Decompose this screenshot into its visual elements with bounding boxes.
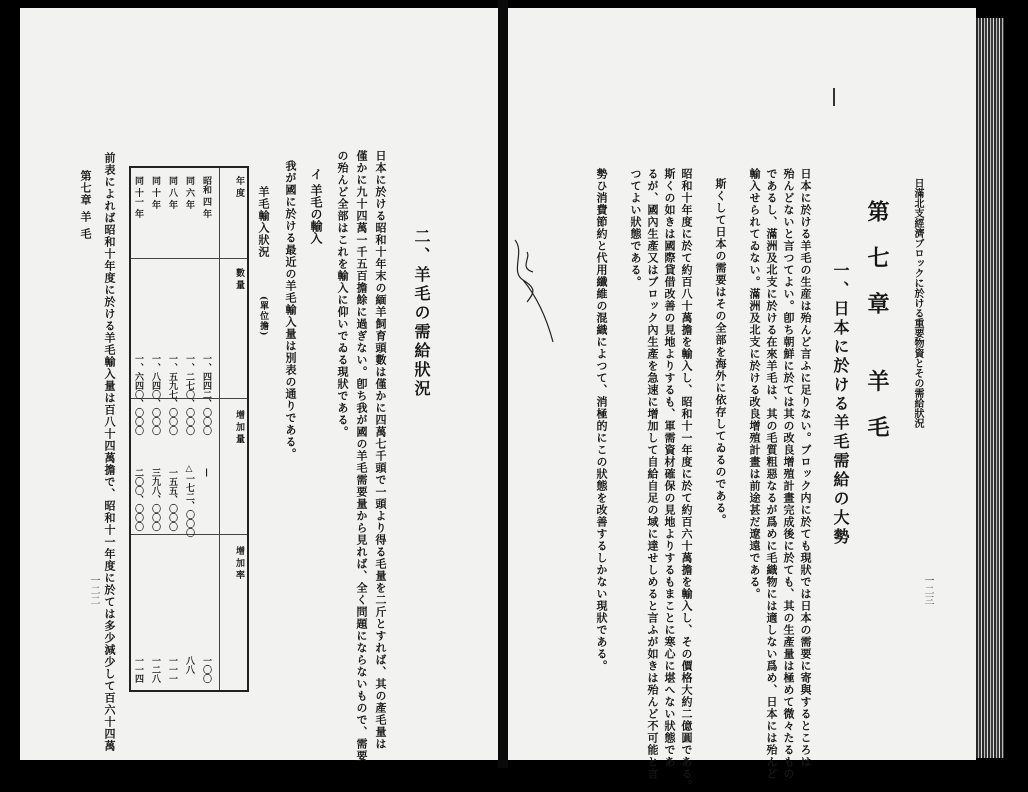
table-row-divider [131,258,247,259]
right-paragraph-line: 殆んどないと言つてよい。卽ち朝鮮に於ては其の改良增殖計畫完成後に於ても、其の生產量は極めて微々たるもの [782,168,795,780]
table-header: 增 加 率 [234,546,244,580]
left-paragraph-line: 僅かに九十四萬一千五百擔餘に過ぎない。卽ち我が國の羊毛需要量から見れば、全く問題にならないもので、需要 [355,150,368,762]
sub-title: イ 羊毛の輸入 [309,168,323,245]
table-header: 年 度 [234,176,244,198]
table-rate: 一一一 [167,656,177,683]
table-rate: 八八 [184,656,194,674]
section-title-2: 二、羊毛の需給狀況 [412,228,431,399]
table-rate: 一一四 [133,656,143,683]
right-paragraph-line: 斯くの如きは國際貸借改善の見地よりするも、軍需資材確保の見地よりするもまことに寒心に堪へない狀態であ [663,168,676,768]
right-page-number: 一二三 [922,575,933,605]
table-increase: 二〇〇、〇〇〇 [133,468,143,531]
table-quantity: 一、四四二、〇〇〇 [201,354,211,435]
table-increase: — [201,468,211,477]
right-paragraph-line: 昭和十年度に於て約百八十萬擔を輸入し、昭和十一年度に於て約百六十萬擔を輸入し、その價格大約二億圓である。 [680,168,693,792]
page-edge-stack [976,18,1004,758]
right-paragraph-line: 斯くして日本の需要はその全部を海外に依存してゐるのである。 [714,178,727,526]
table-header: 增 加 量 [234,410,244,444]
left-page-number: 一二二 [88,575,99,605]
wool-import-table [129,166,249,692]
left-paragraph-line: の殆んど全部はこれを輸入に仰いでゐる現狀である。 [336,150,349,438]
book-gutter [498,0,508,768]
right-paragraph-line: であるし、滿洲及北支に於ける在來羊毛は、其の毛質粗惡なるが爲めに毛織物には適しない爲め、日本には殆んど [765,168,778,780]
table-increase: 一五五、〇〇〇 [167,468,177,531]
table-year: 昭和 四 年 [201,176,211,219]
closing-line: 前表によれば昭和十年度に於ける羊毛輸入量は百八十四萬擔で、昭和十一年度に於ては多少減少して百六十四萬 [103,152,116,752]
right-paragraph-line: 輸入せられてゐない。滿洲及北支に於ける改良增殖計畫は前途甚だ遼遠である。 [748,168,761,600]
table-year: 同 十 年 [150,176,160,210]
table-quantity: 一、六四〇、〇〇〇 [133,354,143,435]
table-quantity: 一、二七〇、〇〇〇 [184,354,194,435]
table-quantity: 一、八四〇、〇〇〇 [150,354,160,435]
table-rate: 一〇〇 [201,656,211,683]
table-increase: 三九八、〇〇〇 [150,468,160,531]
table-year: 同 八 年 [167,176,177,210]
table-caption: 羊毛輸入狀況 [257,186,270,258]
table-col-divider [219,168,220,690]
table-year: 同 六 年 [184,176,194,210]
table-year: 同 十一 年 [133,176,143,219]
chapter-title: 第七章 羊毛 [864,200,890,462]
left-paragraph-line: 日本に於ける昭和十年末の緬羊飼育頭數は僅かに四萬七千頭で一頭より得る毛量を二斤とすれば、其の產毛量は [374,150,387,750]
right-page [508,8,976,760]
right-paragraph-line: るが、國內生產又はブロック內生產を急速に增加して自給自足の域に達せしめると言ふが如きは殆んど不可能と言 [646,168,659,780]
margin-mark [833,88,835,106]
table-header: 數 量 [234,268,244,290]
right-paragraph-line: つてよい狀態である。 [629,168,642,288]
footer-chapter: 第七章 羊 毛 [79,170,92,240]
right-paragraph-line: 勢ひ消費節約と代用纖維の混織によつて、消極的にこの狀態を改善するしかない現狀である。 [595,168,608,672]
running-header: 日滿北支經濟ブロックに於ける重要物資とその需給狀況 [912,178,923,428]
table-increase: △一七二、〇〇〇 [184,464,194,537]
right-paragraph-line: 日本に於ける羊毛の生産は殆んど言ふに足りない。ブロック内に於ても現狀では日本の需要に寄與するところは [799,168,812,768]
ink-scribble [505,232,565,362]
table-unit: (單位擔) [258,296,268,337]
section-title-1: 一、日本に於ける羊毛需給の大勢 [831,262,850,547]
sub-intro: 我が國に於ける最近の羊毛輸入量は別表の通りである。 [284,160,297,460]
table-quantity: 一、五九七、〇〇〇 [167,354,177,435]
table-rate: 一二八 [150,656,160,683]
